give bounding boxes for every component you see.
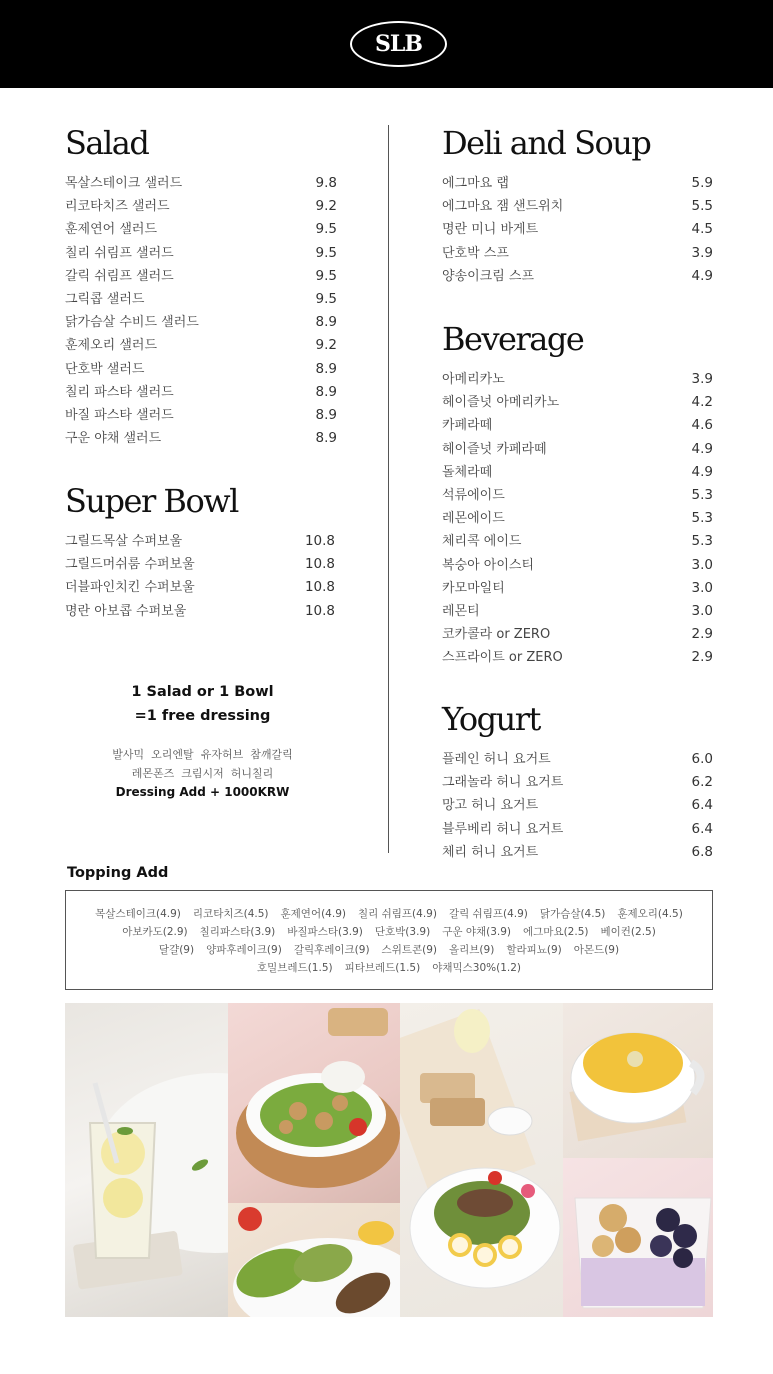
item-price: 3.0 [691, 579, 713, 596]
topping-title: Topping Add [67, 865, 169, 881]
item-name: 닭가슴살 수비드 샐러드 [65, 315, 199, 331]
dressing-options [65, 746, 340, 802]
beverage-list [442, 368, 713, 669]
item-name: 목살스테이크 샐러드 [65, 176, 183, 191]
menu-item [65, 358, 337, 381]
item-name: 복숭아 아이스티 [442, 557, 535, 573]
topping-item: 갈릭 쉬림프(4.9) [448, 908, 528, 920]
header-bar [0, 0, 773, 88]
grilled-vegetables-photo [228, 1203, 400, 1317]
dressing-option: 발사믹 [112, 748, 145, 761]
item-price: 6.8 [691, 843, 713, 860]
item-name: 카모마일티 [442, 580, 505, 596]
item-price: 9.8 [315, 175, 337, 191]
item-price: 9.5 [315, 290, 337, 307]
item-price: 4.9 [691, 440, 713, 457]
item-price: 3.9 [691, 371, 713, 387]
menu-item [442, 818, 713, 841]
menu-item [442, 461, 713, 484]
item-name: 리코타치즈 샐러드 [65, 199, 170, 215]
menu-item [442, 195, 713, 218]
item-name: 레몬에이드 [442, 511, 505, 527]
item-price: 6.0 [691, 751, 713, 767]
item-price: 5.9 [691, 175, 713, 191]
yogurt-photo [563, 1158, 713, 1317]
menu-item [65, 427, 337, 450]
topping-item: 바질파스타(3.9) [287, 926, 363, 938]
item-price: 10.8 [304, 533, 335, 549]
menu-item [65, 334, 337, 357]
salad-title: Salad [65, 124, 149, 162]
item-price: 9.5 [315, 221, 337, 238]
item-name: 헤이즐넛 아메리카노 [442, 395, 560, 411]
topping-item: 달걀(9) [158, 944, 195, 956]
menu-item [442, 554, 713, 577]
menu-item [65, 576, 335, 599]
brand-logo: SLB [350, 21, 447, 67]
item-name: 그릴드목살 수퍼보울 [65, 534, 183, 549]
item-name: 코카콜라 or ZERO [442, 627, 551, 643]
topping-item: 칠리파스타(3.9) [199, 926, 276, 938]
beverage-title: Beverage [442, 320, 584, 358]
menu-item [442, 507, 713, 530]
topping-box [65, 890, 713, 990]
dressing-option: 레몬폰즈 [131, 766, 175, 780]
menu-item [65, 288, 337, 311]
topping-item: 베이컨(2.5) [600, 926, 656, 938]
dressing-row [65, 746, 340, 765]
menu-item [442, 623, 713, 646]
item-price: 6.4 [691, 797, 713, 814]
menu-item [442, 218, 713, 241]
topping-item: 목살스테이크(4.9) [95, 908, 181, 920]
item-name: 아메리카노 [442, 372, 505, 387]
beverage-section [442, 320, 713, 669]
item-name: 그래놀라 허니 요거트 [442, 775, 564, 791]
item-price: 8.9 [315, 360, 337, 377]
item-price: 9.2 [315, 198, 337, 215]
topping-item: 스위트콘(9) [381, 944, 437, 956]
topping-item: 구운 야채(3.9) [442, 926, 512, 938]
item-name: 헤이즐넛 카페라떼 [442, 441, 547, 457]
item-name: 명란 아보콥 수퍼보울 [65, 603, 187, 619]
dressing-option: 오리엔탈 [151, 748, 194, 761]
item-name: 칠리 쉬림프 샐러드 [65, 245, 174, 261]
item-name: 블루베리 허니 요거트 [442, 821, 564, 837]
chicken-salad-photo [228, 1003, 400, 1203]
item-name: 에그마요 랩 [442, 176, 509, 191]
yogurt-section [442, 700, 713, 864]
item-name: 레몬티 [442, 603, 480, 619]
menu-item [65, 195, 337, 218]
offer-line-2: =1 free dressing [134, 708, 271, 724]
topping-item: 야채믹스30%(1.2) [432, 962, 522, 974]
item-price: 2.9 [691, 626, 713, 643]
item-price: 4.9 [691, 267, 713, 284]
dressing-add-price: Dressing Add + 1000KRW [115, 785, 290, 799]
item-name: 칠리 파스타 샐러드 [65, 384, 174, 400]
superbowl-title: Super Bowl [65, 482, 238, 520]
menu-item [442, 265, 713, 288]
menu-item [65, 404, 337, 427]
food-photo-collage [65, 1003, 713, 1317]
item-price: 3.0 [691, 556, 713, 573]
topping-item: 닭가슴살(4.5) [539, 908, 606, 920]
dressing-option: 유자허브 [200, 748, 244, 761]
item-name: 그릭콥 샐러드 [65, 291, 145, 307]
salad-section [65, 124, 337, 450]
item-name: 석류에이드 [442, 487, 505, 503]
menu-item [65, 242, 337, 265]
item-name: 갈릭 쉬림프 샐러드 [65, 268, 174, 284]
item-name: 더블파인치킨 수퍼보울 [65, 580, 195, 596]
item-name: 훈제연어 샐러드 [65, 222, 158, 238]
topping-item: 갈릭후레이크(9) [293, 944, 370, 956]
item-price: 10.8 [304, 602, 335, 619]
menu-item [442, 414, 713, 437]
topping-item: 올리브(9) [449, 944, 495, 956]
menu-item [442, 577, 713, 600]
item-price: 8.9 [315, 406, 337, 423]
item-name: 스프라이트 or ZERO [442, 650, 563, 666]
topping-row [84, 923, 694, 941]
item-price: 9.5 [315, 267, 337, 284]
menu-item [442, 172, 713, 195]
topping-item: 아몬드(9) [573, 944, 620, 956]
item-name: 체리콕 에이드 [442, 534, 522, 550]
menu-item [442, 368, 713, 391]
item-price: 8.9 [315, 383, 337, 400]
item-price: 8.9 [315, 430, 337, 447]
topping-item: 단호박(3.9) [374, 926, 431, 938]
menu-item [442, 242, 713, 265]
item-name: 카페라떼 [442, 418, 493, 434]
item-price: 2.9 [691, 649, 713, 666]
item-price: 10.8 [304, 556, 335, 573]
item-price: 4.9 [691, 463, 713, 480]
superbowl-section [65, 482, 335, 623]
dressing-option: 참깨갈릭 [250, 748, 293, 761]
menu-item [442, 530, 713, 553]
menu-item [65, 553, 335, 576]
menu-item [442, 646, 713, 669]
item-price: 4.5 [691, 221, 713, 238]
topping-item: 할라피뇨(9) [506, 944, 562, 956]
item-name: 망고 허니 요거트 [442, 798, 539, 814]
column-divider [388, 125, 389, 853]
topping-item: 훈제오리(4.5) [617, 908, 683, 920]
item-name: 에그마요 잼 샌드위치 [442, 199, 564, 215]
topping-item: 리코타치즈(4.5) [192, 908, 269, 920]
item-price: 5.3 [691, 510, 713, 527]
topping-row [84, 905, 694, 923]
yogurt-list [442, 748, 713, 864]
menu-item [65, 311, 337, 334]
menu-item [65, 172, 337, 195]
item-price: 6.2 [691, 774, 713, 791]
menu-item [65, 218, 337, 241]
item-name: 훈제오리 샐러드 [65, 338, 158, 354]
item-name: 양송이크림 스프 [442, 268, 535, 284]
menu-item [65, 265, 337, 288]
pumpkin-soup-photo [563, 1003, 713, 1158]
item-name: 구운 야채 샐러드 [65, 431, 162, 447]
menu-item [442, 748, 713, 771]
menu-item [442, 438, 713, 461]
item-price: 9.2 [315, 337, 337, 354]
superbowl-list [65, 530, 335, 623]
dressing-option: 크림시저 [181, 766, 224, 780]
menu-item [442, 771, 713, 794]
item-price: 3.9 [691, 244, 713, 261]
yogurt-title: Yogurt [442, 700, 540, 738]
item-price: 3.0 [691, 602, 713, 619]
menu-item [442, 841, 713, 864]
menu-item [65, 381, 337, 404]
topping-row [84, 941, 694, 959]
deli-soup-title: Deli and Soup [442, 124, 651, 162]
menu-item [442, 484, 713, 507]
offer-line-1: 1 Salad or 1 Bowl [131, 684, 274, 700]
item-name: 명란 미니 바게트 [442, 222, 539, 238]
topping-item: 칠리 쉬림프(4.9) [357, 908, 437, 920]
item-price: 4.6 [691, 417, 713, 434]
lemonade-photo [65, 1003, 228, 1317]
dressing-option: 허니칠리 [230, 766, 274, 780]
item-price: 8.9 [315, 314, 337, 331]
topping-row [84, 959, 694, 977]
topping-item: 에그마요(2.5) [523, 926, 589, 938]
item-price: 4.2 [691, 394, 713, 411]
menu-item [442, 794, 713, 817]
menu-item [442, 391, 713, 414]
menu-item [65, 600, 335, 623]
item-price: 5.3 [691, 486, 713, 503]
item-name: 단호박 스프 [442, 245, 509, 261]
deli-soup-section [442, 124, 713, 288]
salad-list [65, 172, 337, 450]
deli-soup-list [442, 172, 713, 288]
topping-item: 호밀브레드(1.5) [256, 962, 333, 974]
item-price: 5.5 [691, 198, 713, 215]
item-price: 5.3 [691, 533, 713, 550]
item-name: 그릴드머쉬룸 수퍼보울 [65, 557, 195, 573]
item-name: 바질 파스타 샐러드 [65, 407, 174, 423]
dressing-row [65, 765, 340, 784]
item-price: 6.4 [691, 820, 713, 837]
menu-item [65, 530, 335, 553]
topping-item: 훈제연어(4.9) [280, 908, 346, 920]
item-name: 단호박 샐러드 [65, 361, 145, 377]
topping-item: 피타브레드(1.5) [344, 962, 421, 974]
item-name: 체리 허니 요거트 [442, 844, 539, 860]
item-name: 돌체라떼 [442, 464, 493, 480]
item-price: 10.8 [304, 579, 335, 596]
menu-item [442, 600, 713, 623]
deli-plate-photo [400, 1003, 563, 1317]
topping-item: 아보카도(2.9) [122, 926, 188, 938]
item-price: 9.5 [315, 244, 337, 261]
topping-item: 양파후레이크(9) [206, 944, 282, 956]
item-name: 플레인 허니 요거트 [442, 752, 551, 767]
free-dressing-offer [65, 680, 340, 728]
